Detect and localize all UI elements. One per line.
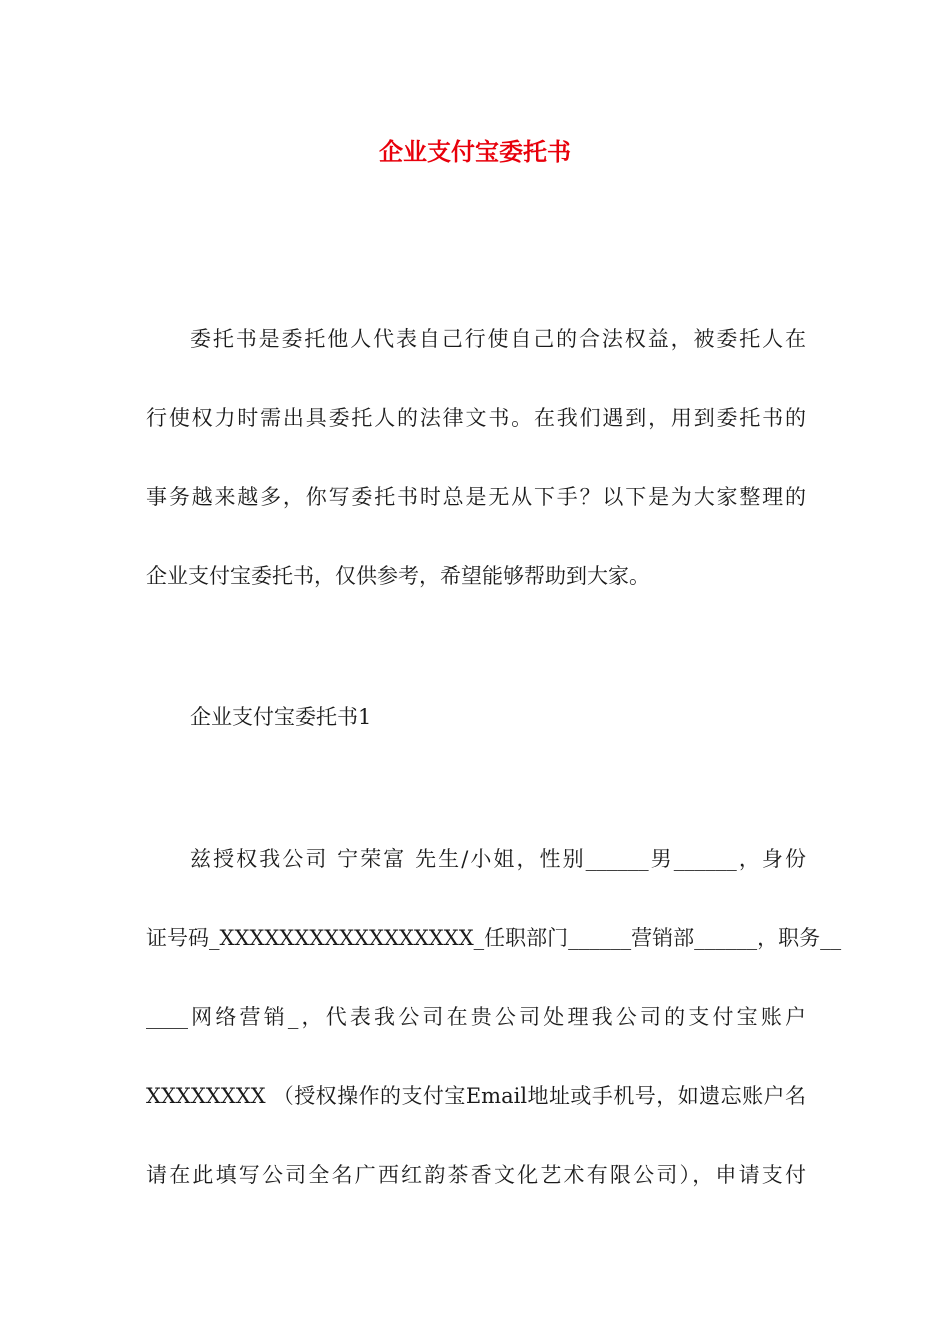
document-title: 企业支付宝委托书 xyxy=(379,137,571,166)
body-line: 兹授权我公司 宁荣富 先生/小姐，性别______男______，身份 xyxy=(190,847,806,871)
body-line: ____网络营销_，代表我公司在贵公司处理我公司的支付宝账户 xyxy=(146,1005,806,1029)
body-line: 证号码_XXXXXXXXXXXXXXXXX_任职部门______营销部______，职务__ xyxy=(146,926,842,950)
authorization-paragraph xyxy=(146,820,842,1215)
intro-line: 委托书是委托他人代表自己行使自己的合法权益，被委托人在 xyxy=(190,327,806,351)
intro-line: 行使权力时需出具委托人的法律文书。在我们遇到，用到委托书的 xyxy=(146,406,806,430)
body-line: 请在此填写公司全名广西红韵茶香文化艺术有限公司），申请支付 xyxy=(146,1163,806,1187)
intro-line: 事务越来越多，你写委托书时总是无从下手？以下是为大家整理的 xyxy=(146,485,806,509)
intro-line: 企业支付宝委托书，仅供参考，希望能够帮助到大家。 xyxy=(146,564,650,588)
section-heading: 企业支付宝委托书1 xyxy=(190,705,372,729)
body-line: XXXXXXXX （授权操作的支付宝Email地址或手机号，如遗忘账户名 xyxy=(146,1084,806,1108)
intro-paragraph xyxy=(146,300,806,616)
